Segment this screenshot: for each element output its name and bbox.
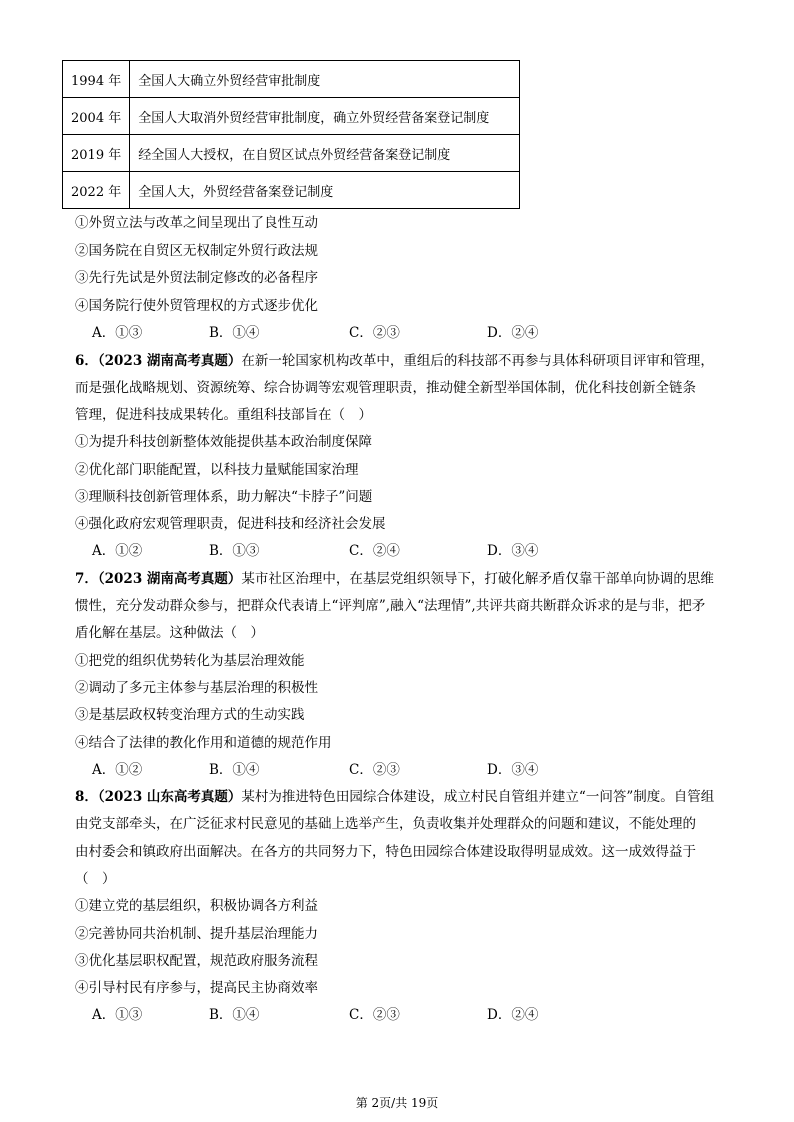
option-d[interactable]: D．③④ (487, 762, 539, 778)
table-row (63, 98, 520, 135)
question-number: 7．（2023 湖南高考真题） (75, 571, 242, 587)
option-a[interactable]: A．①③ (92, 1007, 143, 1023)
option-c[interactable]: C．②③ (349, 325, 400, 341)
question-6-line-1 (75, 351, 714, 371)
question-text: 而是强化战略规划、资源统筹、综合协调等宏观管理职责，推动健全新型举国体制，优化科技创新全链条 (75, 380, 696, 396)
statement: ②国务院在自贸区无权制定外贸行政法规 (75, 243, 318, 259)
event-cell: 全国人大取消外贸经营审批制度，确立外贸经营备案登记制度 (130, 98, 520, 135)
option-a[interactable]: A．①② (92, 543, 143, 559)
statement: ④强化政府宏观管理职责，促进科技和经济社会发展 (75, 516, 386, 532)
event-cell: 全国人大，外贸经营备案登记制度 (130, 172, 520, 209)
option-b[interactable]: B．①④ (209, 325, 260, 341)
statement: ②完善协同共治机制、提升基层治理能力 (75, 926, 318, 942)
option-d[interactable]: D．③④ (487, 543, 539, 559)
statement: ③是基层政权转变治理方式的生动实践 (75, 707, 305, 723)
statement: ①外贸立法与改革之间呈现出了良性互动 (75, 215, 318, 231)
statement: ④引导村民有序参与，提高民主协商效率 (75, 980, 318, 996)
question-7-line-1 (75, 569, 714, 589)
question-text: 盾化解在基层。这种做法（ ） (75, 625, 264, 641)
option-c[interactable]: C．②③ (349, 762, 400, 778)
table-row (63, 172, 520, 209)
question-number: 8．（2023 山东高考真题） (75, 789, 242, 805)
option-d[interactable]: D．②④ (487, 325, 539, 341)
page-footer: 第 2页/共 19页 (355, 1096, 439, 1110)
statement: ②优化部门职能配置，以科技力量赋能国家治理 (75, 462, 359, 478)
event-cell: 经全国人大授权，在自贸区试点外贸经营备案登记制度 (130, 135, 520, 172)
question-text: 管理，促进科技成果转化。重组科技部旨在（ ） (75, 407, 372, 423)
statement: ①建立党的基层组织，积极协调各方利益 (75, 898, 318, 914)
option-c[interactable]: C．②④ (349, 543, 400, 559)
option-a[interactable]: A．①③ (92, 325, 143, 341)
option-d[interactable]: D．②④ (487, 1007, 539, 1023)
table-row (63, 61, 520, 98)
question-text: 在新一轮国家机构改革中，重组后的科技部不再参与具体科研项目评审和管理， (241, 353, 714, 369)
table-row (63, 135, 520, 172)
question-text: 由党支部牵头，在广泛征求村民意见的基础上选举产生，负责收集并处理群众的问题和建议，不能处理的 (75, 816, 696, 832)
statement: ④结合了法律的教化作用和道德的规范作用 (75, 735, 332, 751)
statement: ①为提升科技创新整体效能提供基本政治制度保障 (75, 434, 372, 450)
question-8-line-1 (75, 787, 714, 807)
year-cell: 1994 年 (63, 61, 130, 98)
question-text: 某村为推进特色田园综合体建设，成立村民自管组并建立“一问答”制度。自管组 (241, 789, 715, 805)
year-cell: 2004 年 (63, 98, 130, 135)
question-number: 6．（2023 湖南高考真题） (75, 353, 242, 369)
question-text: 某市社区治理中，在基层党组织领导下，打破化解矛盾仅靠干部单向协调的思维 (241, 571, 714, 587)
statement: ②调动了多元主体参与基层治理的积极性 (75, 680, 318, 696)
option-c[interactable]: C．②③ (349, 1007, 400, 1023)
option-b[interactable]: B．①④ (209, 762, 260, 778)
question-text: （ ） (75, 871, 116, 887)
option-a[interactable]: A．①② (92, 762, 143, 778)
statement: ③理顺科技创新管理体系，助力解决“卡脖子”问题 (75, 489, 373, 505)
statement: ①把党的组织优势转化为基层治理效能 (75, 653, 305, 669)
year-cell: 2019 年 (63, 135, 130, 172)
statement: ③优化基层职权配置，规范政府服务流程 (75, 953, 318, 969)
question-text: 惯性，充分发动群众参与，把群众代表请上“评判席”,融入“法理情”,共评共商共断群众诉求的是与非，把矛 (75, 598, 706, 614)
reform-timeline-table (62, 60, 520, 209)
option-b[interactable]: B．①③ (209, 543, 260, 559)
option-b[interactable]: B．①④ (209, 1007, 260, 1023)
question-text: 由村委会和镇政府出面解决。在各方的共同努力下，特色田园综合体建设取得明显成效。这一成效得益于 (75, 844, 696, 860)
statement: ③先行先试是外贸法制定修改的必备程序 (75, 270, 318, 286)
event-cell: 全国人大确立外贸经营审批制度 (130, 61, 520, 98)
year-cell: 2022 年 (63, 172, 130, 209)
statement: ④国务院行使外贸管理权的方式逐步优化 (75, 298, 318, 314)
